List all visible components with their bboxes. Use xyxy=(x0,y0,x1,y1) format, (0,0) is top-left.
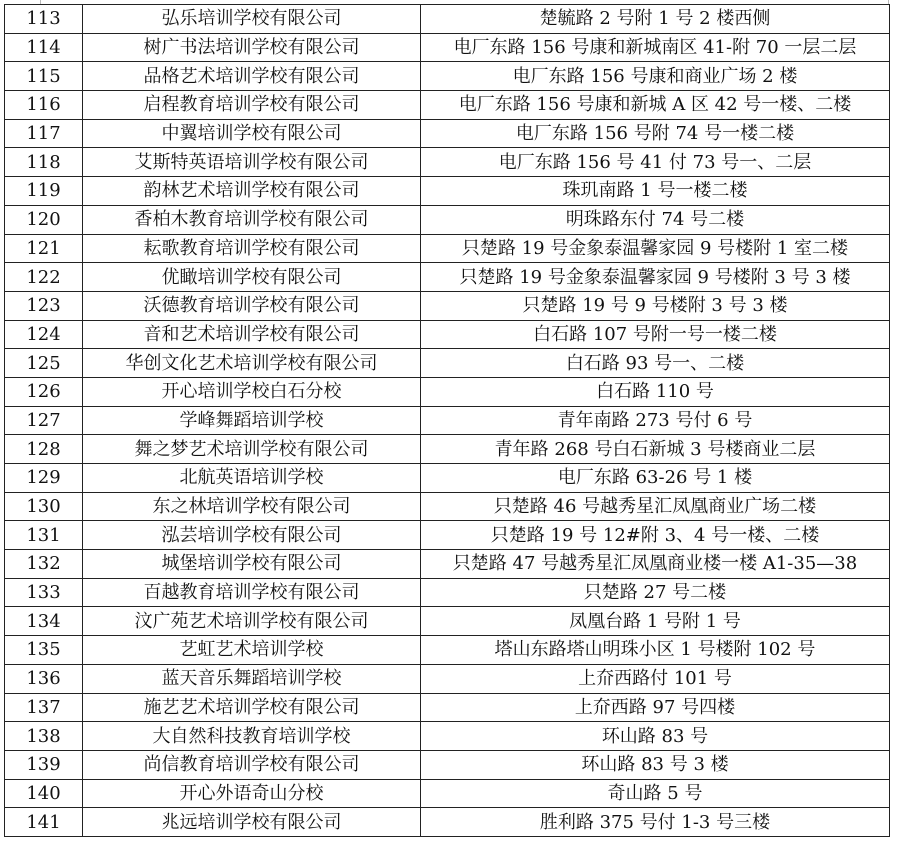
row-number-cell: 123 xyxy=(5,291,83,320)
address-cell: 只楚路 19 号金象泰温馨家园 9 号楼附 1 室二楼 xyxy=(421,234,890,263)
table-row xyxy=(5,636,890,665)
school-name-cell: 东之林培训学校有限公司 xyxy=(83,492,421,521)
address-cell: 只楚路 27 号二楼 xyxy=(421,578,890,607)
address-cell: 胜利路 375 号付 1-3 号三楼 xyxy=(421,808,890,837)
table-row xyxy=(5,205,890,234)
school-name-cell: 沃德教育培训学校有限公司 xyxy=(83,291,421,320)
school-name-cell: 优瞰培训学校有限公司 xyxy=(83,263,421,292)
address-cell: 环山路 83 号 xyxy=(421,722,890,751)
table-row xyxy=(5,177,890,206)
school-name-cell: 耘歌教育培训学校有限公司 xyxy=(83,234,421,263)
school-name-cell: 城堡培训学校有限公司 xyxy=(83,550,421,579)
row-number-cell: 117 xyxy=(5,119,83,148)
address-cell: 环山路 83 号 3 楼 xyxy=(421,750,890,779)
table-row xyxy=(5,521,890,550)
address-cell: 只楚路 19 号金象泰温馨家园 9 号楼附 3 号 3 楼 xyxy=(421,263,890,292)
address-cell: 塔山东路塔山明珠小区 1 号楼附 102 号 xyxy=(421,636,890,665)
address-cell: 电厂东路 156 号康和商业广场 2 楼 xyxy=(421,62,890,91)
row-number-cell: 133 xyxy=(5,578,83,607)
row-number-cell: 120 xyxy=(5,205,83,234)
table-row xyxy=(5,808,890,837)
address-cell: 白石路 93 号一、二楼 xyxy=(421,349,890,378)
table-row xyxy=(5,234,890,263)
school-name-cell: 开心外语奇山分校 xyxy=(83,779,421,808)
address-cell: 白石路 110 号 xyxy=(421,377,890,406)
row-number-cell: 137 xyxy=(5,693,83,722)
school-name-cell: 舞之梦艺术培训学校有限公司 xyxy=(83,435,421,464)
row-number-cell: 132 xyxy=(5,550,83,579)
address-cell: 只楚路 19 号 12#附 3、4 号一楼、二楼 xyxy=(421,521,890,550)
row-number-cell: 135 xyxy=(5,636,83,665)
school-name-cell: 韵林艺术培训学校有限公司 xyxy=(83,177,421,206)
row-number-cell: 141 xyxy=(5,808,83,837)
school-name-cell: 启程教育培训学校有限公司 xyxy=(83,91,421,120)
address-cell: 电厂东路 156 号康和新城 A 区 42 号一楼、二楼 xyxy=(421,91,890,120)
address-cell: 白石路 107 号附一号一楼二楼 xyxy=(421,320,890,349)
address-cell: 楚毓路 2 号附 1 号 2 楼西侧 xyxy=(421,5,890,34)
row-number-cell: 126 xyxy=(5,377,83,406)
school-name-cell: 兆远培训学校有限公司 xyxy=(83,808,421,837)
row-number-cell: 124 xyxy=(5,320,83,349)
row-number-cell: 136 xyxy=(5,664,83,693)
school-name-cell: 中翼培训学校有限公司 xyxy=(83,119,421,148)
table-row xyxy=(5,263,890,292)
address-cell: 电厂东路 63-26 号 1 楼 xyxy=(421,464,890,493)
address-cell: 上夼西路付 101 号 xyxy=(421,664,890,693)
row-number-cell: 129 xyxy=(5,464,83,493)
address-cell: 电厂东路 156 号附 74 号一楼二楼 xyxy=(421,119,890,148)
row-number-cell: 119 xyxy=(5,177,83,206)
school-name-cell: 蓝天音乐舞蹈培训学校 xyxy=(83,664,421,693)
address-cell: 只楚路 46 号越秀星汇凤凰商业广场二楼 xyxy=(421,492,890,521)
table-row xyxy=(5,148,890,177)
address-cell: 凤凰台路 1 号附 1 号 xyxy=(421,607,890,636)
table-row xyxy=(5,33,890,62)
address-cell: 上夼西路 97 号四楼 xyxy=(421,693,890,722)
school-name-cell: 香柏木教育培训学校有限公司 xyxy=(83,205,421,234)
table-row xyxy=(5,406,890,435)
row-number-cell: 128 xyxy=(5,435,83,464)
schools-table xyxy=(4,4,890,837)
address-cell: 电厂东路 156 号 41 付 73 号一、二层 xyxy=(421,148,890,177)
table-row xyxy=(5,779,890,808)
school-name-cell: 音和艺术培训学校有限公司 xyxy=(83,320,421,349)
row-number-cell: 140 xyxy=(5,779,83,808)
school-name-cell: 品格艺术培训学校有限公司 xyxy=(83,62,421,91)
school-name-cell: 华创文化艺术培训学校有限公司 xyxy=(83,349,421,378)
table-row xyxy=(5,291,890,320)
table-row xyxy=(5,722,890,751)
school-name-cell: 泓芸培训学校有限公司 xyxy=(83,521,421,550)
address-cell: 青年南路 273 号付 6 号 xyxy=(421,406,890,435)
table-row xyxy=(5,119,890,148)
table-row xyxy=(5,377,890,406)
table-row xyxy=(5,693,890,722)
school-name-cell: 开心培训学校白石分校 xyxy=(83,377,421,406)
row-number-cell: 125 xyxy=(5,349,83,378)
row-number-cell: 138 xyxy=(5,722,83,751)
row-number-cell: 130 xyxy=(5,492,83,521)
address-cell: 只楚路 47 号越秀星汇凤凰商业楼一楼 A1-35—38 xyxy=(421,550,890,579)
row-number-cell: 122 xyxy=(5,263,83,292)
address-cell: 奇山路 5 号 xyxy=(421,779,890,808)
row-number-cell: 131 xyxy=(5,521,83,550)
address-cell: 珠玑南路 1 号一楼二楼 xyxy=(421,177,890,206)
table-row xyxy=(5,349,890,378)
row-number-cell: 121 xyxy=(5,234,83,263)
row-number-cell: 113 xyxy=(5,5,83,34)
table-row xyxy=(5,320,890,349)
table-row xyxy=(5,91,890,120)
school-name-cell: 尚信教育培训学校有限公司 xyxy=(83,750,421,779)
address-cell: 只楚路 19 号 9 号楼附 3 号 3 楼 xyxy=(421,291,890,320)
school-name-cell: 北航英语培训学校 xyxy=(83,464,421,493)
school-name-cell: 大自然科技教育培训学校 xyxy=(83,722,421,751)
row-number-cell: 116 xyxy=(5,91,83,120)
row-number-cell: 115 xyxy=(5,62,83,91)
address-cell: 电厂东路 156 号康和新城南区 41-附 70 一层二层 xyxy=(421,33,890,62)
school-name-cell: 树广书法培训学校有限公司 xyxy=(83,33,421,62)
school-name-cell: 弘乐培训学校有限公司 xyxy=(83,5,421,34)
table-row xyxy=(5,578,890,607)
row-number-cell: 127 xyxy=(5,406,83,435)
school-name-cell: 施艺艺术培训学校有限公司 xyxy=(83,693,421,722)
school-name-cell: 学峰舞蹈培训学校 xyxy=(83,406,421,435)
table-row xyxy=(5,435,890,464)
school-name-cell: 艺虹艺术培训学校 xyxy=(83,636,421,665)
table-row xyxy=(5,664,890,693)
address-cell: 明珠路东付 74 号二楼 xyxy=(421,205,890,234)
table-row xyxy=(5,750,890,779)
row-number-cell: 118 xyxy=(5,148,83,177)
table-row xyxy=(5,5,890,34)
table-row xyxy=(5,492,890,521)
table-row xyxy=(5,607,890,636)
table-body xyxy=(5,5,890,837)
address-cell: 青年路 268 号白石新城 3 号楼商业二层 xyxy=(421,435,890,464)
table-row xyxy=(5,550,890,579)
school-name-cell: 百越教育培训学校有限公司 xyxy=(83,578,421,607)
row-number-cell: 134 xyxy=(5,607,83,636)
table-row xyxy=(5,464,890,493)
table-row xyxy=(5,62,890,91)
row-number-cell: 139 xyxy=(5,750,83,779)
row-number-cell: 114 xyxy=(5,33,83,62)
school-name-cell: 汶广苑艺术培训学校有限公司 xyxy=(83,607,421,636)
school-name-cell: 艾斯特英语培训学校有限公司 xyxy=(83,148,421,177)
